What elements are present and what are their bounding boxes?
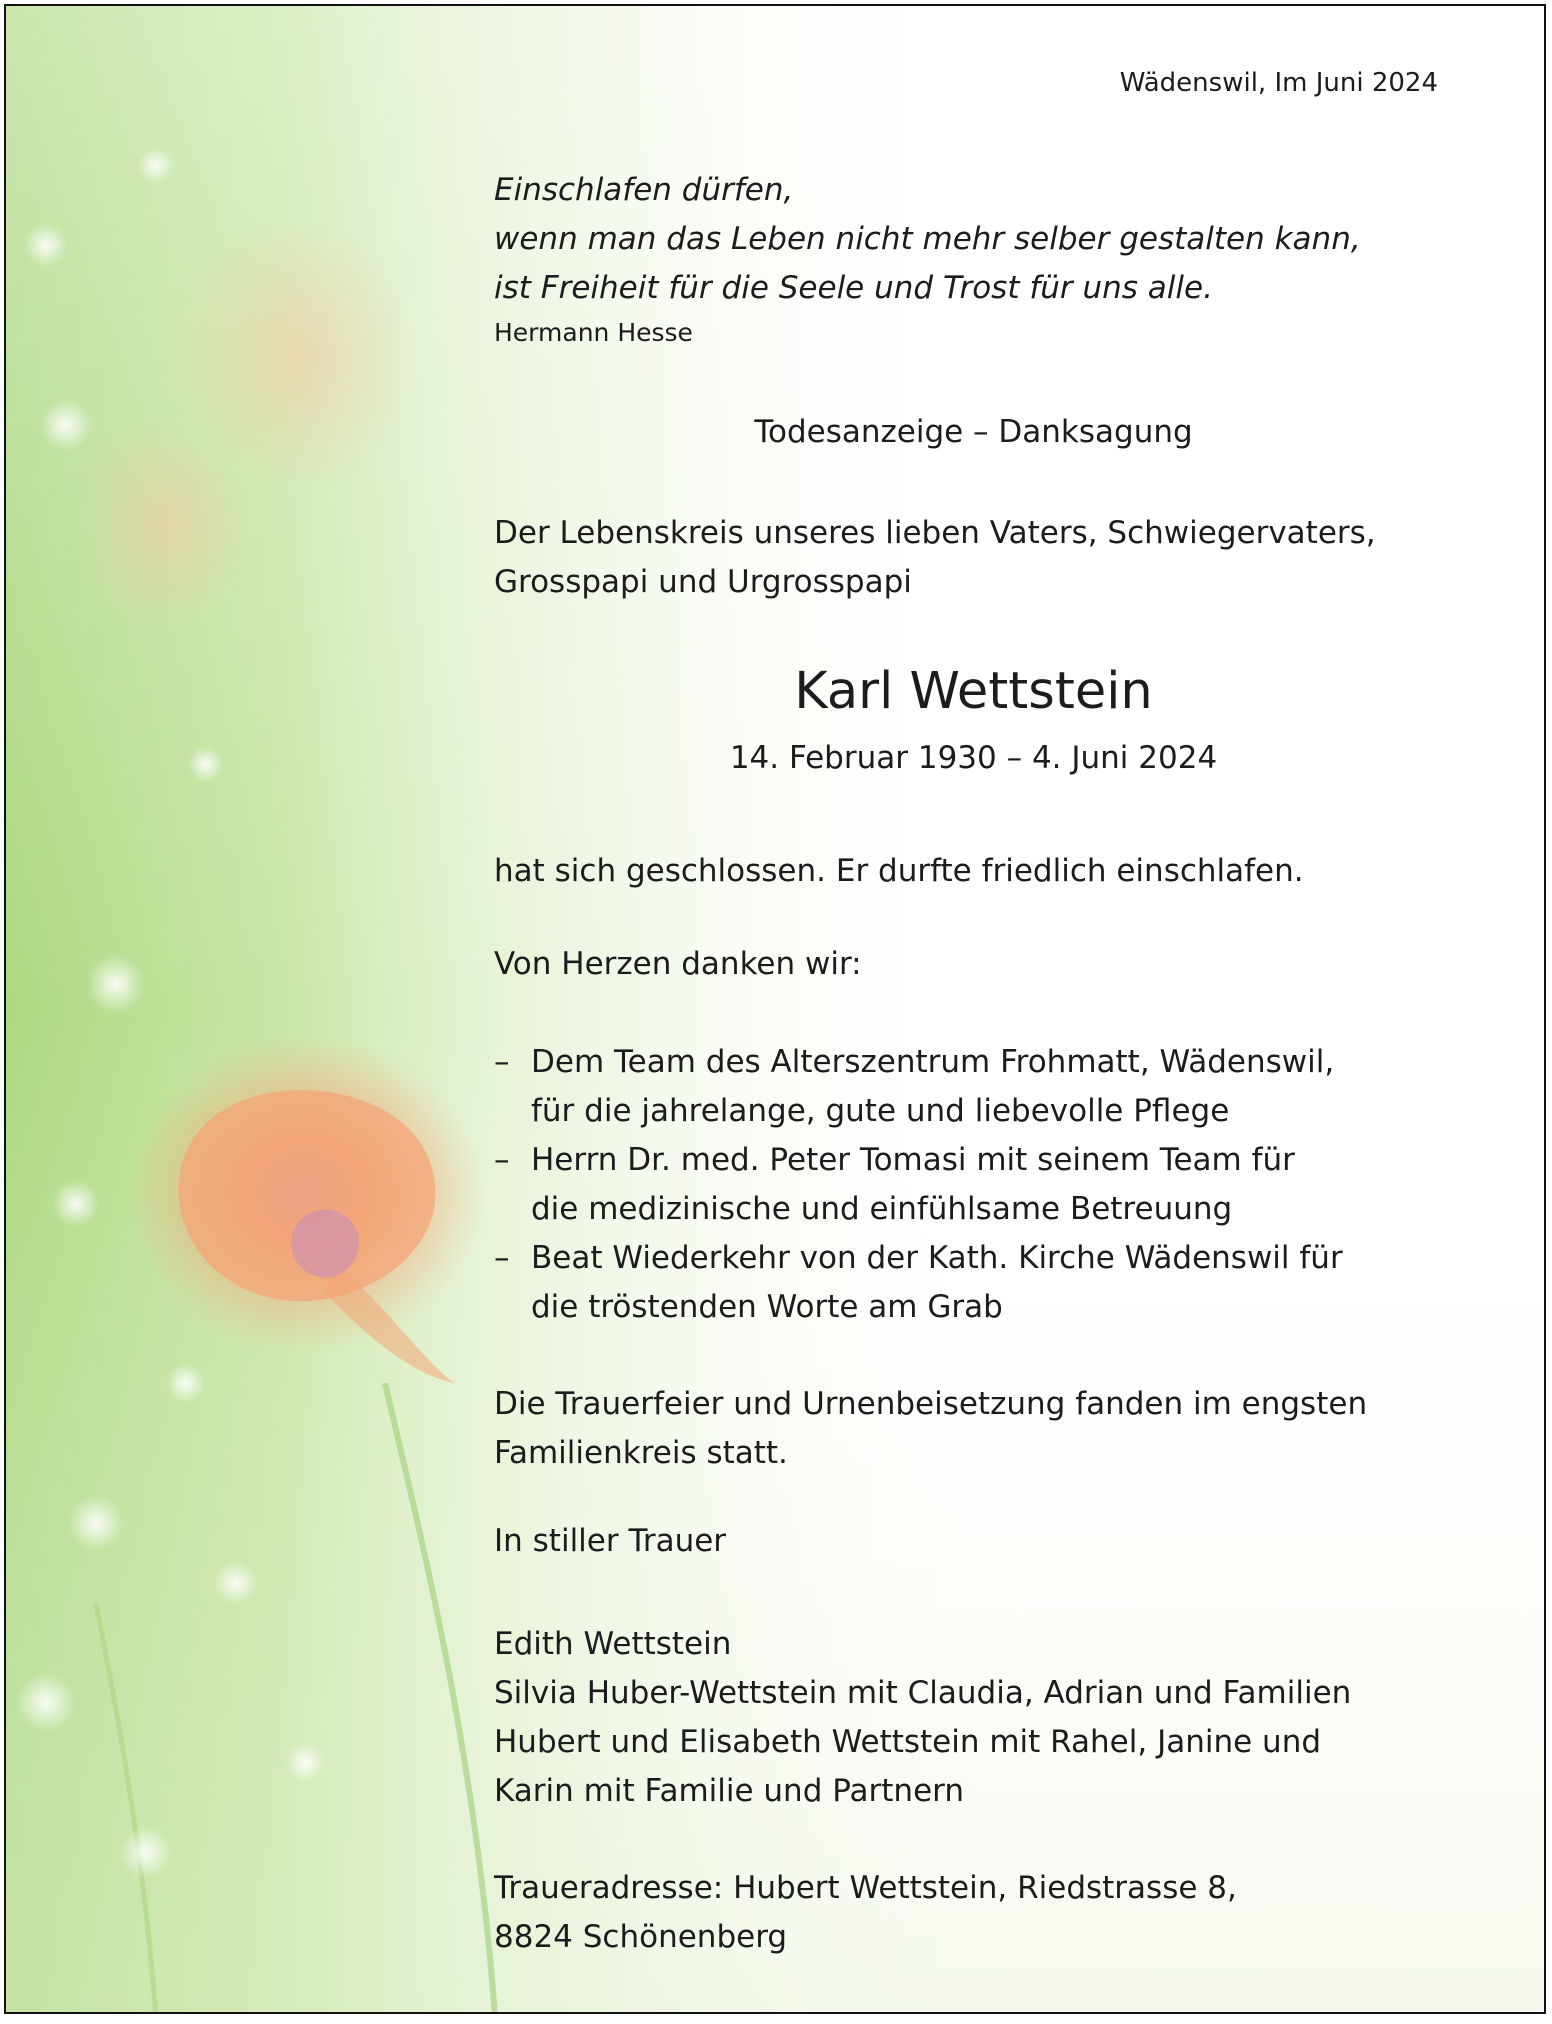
intro-text [494,509,1376,607]
obituary-card [4,4,1546,2014]
address-line: Traueradresse: Hubert Wettstein, Riedstrasse 8, [494,1870,1237,1906]
mourning-line: In stiller Trauer [494,1523,727,1559]
place-date: Wädenswil, Im Juni 2024 [1119,68,1438,98]
dash-bullet: – [494,1240,510,1276]
list-item [494,1038,1343,1136]
list-item [494,1234,1343,1332]
dash-bullet: – [494,1044,510,1080]
family-line: Karin mit Familie und Partnern [494,1773,964,1809]
family-names [494,1620,1351,1816]
quote-line: wenn man das Leben nicht mehr selber gestalten kann, [494,221,1361,257]
dash-bullet: – [494,1142,510,1178]
list-item-line: Beat Wiederkehr von der Kath. Kirche Wädenswil für [531,1240,1343,1276]
life-dates: 14. Februar 1930 – 4. Juni 2024 [729,740,1218,776]
deceased-name: Karl Wettstein [794,662,1153,721]
address-line: 8824 Schönenberg [494,1919,788,1955]
quote-line: ist Freiheit für die Seele und Trost für uns alle. [494,270,1213,306]
quote-line: Einschlafen dürfen, [494,172,794,208]
family-line: Edith Wettstein [494,1626,732,1662]
list-item-line: die tröstenden Worte am Grab [531,1289,1003,1325]
thanks-intro: Von Herzen danken wir: [494,946,862,982]
intro-line: Grosspapi und Urgrosspapi [494,564,912,600]
family-line: Hubert und Elisabeth Wettstein mit Rahel, Janine und [494,1724,1322,1760]
quote-author: Hermann Hesse [494,318,693,347]
closing-sentence: hat sich geschlossen. Er durfte friedlich einschlafen. [494,853,1304,889]
ceremony-text [494,1380,1367,1478]
ceremony-line: Familienkreis statt. [494,1435,788,1471]
ceremony-line: Die Trauerfeier und Urnenbeisetzung fanden im engsten [494,1386,1368,1422]
thanks-list [494,1038,1343,1332]
list-item-line: für die jahrelange, gute und liebevolle Pflege [531,1093,1230,1129]
intro-line: Der Lebenskreis unseres lieben Vaters, Schwiegervaters, [494,515,1376,551]
mourning-address [494,1864,1237,1962]
list-item-line: die medizinische und einfühlsame Betreuung [531,1191,1233,1227]
list-item-line: Dem Team des Alterszentrum Frohmatt, Wädenswil, [531,1044,1335,1080]
list-item [494,1136,1343,1234]
quote [494,166,1361,313]
obituary-text [6,6,1544,2012]
family-line: Silvia Huber-Wettstein mit Claudia, Adrian und Familien [494,1675,1352,1711]
list-item-line: Herrn Dr. med. Peter Tomasi mit seinem Team für [531,1142,1295,1178]
notice-heading: Todesanzeige – Danksagung [754,414,1193,450]
